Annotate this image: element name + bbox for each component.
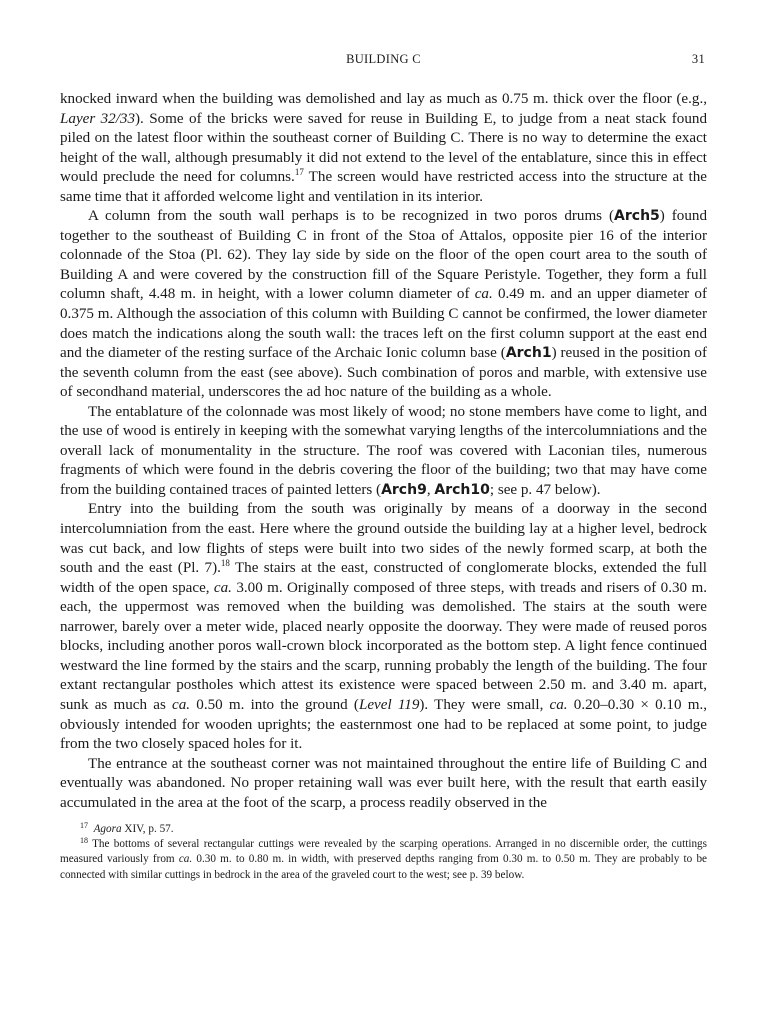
text-run: ; see p. 47 below). bbox=[489, 481, 601, 498]
running-head-title: BUILDING C bbox=[346, 52, 421, 66]
italic-run: ca. bbox=[178, 853, 193, 866]
footnote-ref-18[interactable]: 18 bbox=[220, 558, 230, 569]
italic-run: ca. bbox=[474, 286, 493, 303]
text-run: , bbox=[426, 481, 435, 498]
catalog-ref: Arch10 bbox=[434, 481, 490, 498]
text-run: 0.49 m. and an upper diameter of 0.375 m. Although the association of this column with Building C cannot be confirmed, the lower diameter does match the indications along the south wall: the traces left on the first column support at the east end and the diameter of the resting surface of the Archaic Ionic column base ( bbox=[60, 286, 707, 362]
text-run: ). They were small, bbox=[419, 696, 550, 713]
body-text bbox=[60, 90, 707, 813]
text-run: ) reused in the position of the seventh column from the east (see above). Such combination of poros and marble, with extensive use of secondhand material, underscores the ad hoc nature of the building as a whole. bbox=[60, 345, 708, 401]
footnote-number: 18 bbox=[80, 836, 88, 846]
text-run: The entablature of the colonnade was most likely of wood; no stone members have come to light, and the use of wood is entirely in keeping with the somewhat varying lengths of the intercolumniations and the overall lack of monumentality in the structure. The roof was covered with Laconian tiles, numerous fragments of which were found in the debris covering the floor of the building; two that may have come from the building contained traces of painted letters ( bbox=[60, 403, 707, 498]
catalog-ref: Arch1 bbox=[505, 345, 552, 362]
catalog-ref: Arch5 bbox=[614, 208, 660, 225]
page-number: 31 bbox=[691, 52, 705, 66]
italic-run: Level 119 bbox=[358, 696, 420, 713]
text-run: 0.30 m. to 0.80 m. in width, with preserved depths ranging from 0.30 m. to 0.50 m. They are probably to be connected with similar cuttings in bedrock in the area of the graveled court to the west; see p. 39 below. bbox=[60, 853, 708, 881]
text-run: XIV, p. 57. bbox=[121, 823, 174, 836]
footnotes bbox=[60, 822, 707, 882]
text-run: The stairs at the east, constructed of conglomerate blocks, extended the full width of the open space, bbox=[60, 560, 707, 596]
paragraph-3 bbox=[60, 403, 707, 501]
text-run: The bottoms of several rectangular cuttings were revealed by the scarping operations. Arranged in no discernible order, the cuttings measured variously from bbox=[60, 838, 707, 866]
text-run: 0.20–0.30 × 0.10 m., obviously intended for wooden uprights; the easternmost one had to be replaced at some point, to judge from the two closely spaced holes for it. bbox=[60, 696, 707, 753]
italic-run: Agora bbox=[93, 823, 122, 836]
text-run: The entrance at the southeast corner was not maintained throughout the entire life of Building C and eventually was abandoned. No proper retaining wall was ever built here, with the result that earth easily accumulated in the area at the foot of the scarp, a process readily observed in the bbox=[60, 755, 707, 811]
italic-run: Layer 32/33 bbox=[60, 110, 136, 127]
italic-run: ca. bbox=[172, 696, 191, 713]
paragraph-4 bbox=[60, 500, 707, 754]
text-run: 3.00 m. Originally composed of three steps, with treads and risers of 0.30 m. each, the uppermost was removed when the building was demolished. The stairs at the south were narrower, barely over a meter wide, placed nearly opposite the doorway. They were made of reused poros blocks, including another poros wall-crown block incorporated as the bottom step. A light fence continued westward the line formed by the stairs and the scarp, running probably the length of the building. The four extant rectangular postholes which attest its existence were spaced between 2.50 m. and 3.40 m. apart, sunk as much as bbox=[60, 579, 707, 713]
footnote-18 bbox=[60, 837, 707, 882]
italic-run: ca. bbox=[213, 579, 232, 596]
page bbox=[60, 52, 707, 883]
footnote-17 bbox=[60, 822, 707, 837]
text-run: ) found together to the southeast of Building C in front of the Stoa of Attalos, opposite pier 16 of the interior colonnade of the Stoa (Pl. 62). They lay side by side on the floor of the open court area to the south of Building A and were covered by the construction fill of the Square Peristyle. Together, they form a full column shaft, 4.48 m. in height, with a lower column diameter of bbox=[60, 208, 707, 303]
text-run: knocked inward when the building was demolished and lay as much as 0.75 m. thick over the floor (e.g., bbox=[60, 91, 707, 107]
footnote-number: 17 bbox=[80, 821, 88, 831]
paragraph-1 bbox=[60, 90, 707, 207]
paragraph-5 bbox=[60, 755, 707, 814]
italic-run: ca. bbox=[549, 696, 568, 713]
catalog-ref: Arch9 bbox=[381, 481, 427, 498]
text-run: ). Some of the bricks were saved for reuse in Building E, to judge from a neat stack found piled on the latest floor within the southeast corner of Building C. There is no way to determine the exact height of the wall, although presumably it did not extend to the level of the entablature, since this in effect would preclude the need for columns. bbox=[60, 110, 707, 186]
paragraph-2 bbox=[60, 207, 707, 402]
text-run: The screen would have restricted access into the structure at the same time that it afforded welcome light and ventilation in its interior. bbox=[60, 169, 707, 205]
text-run: 0.50 m. into the ground ( bbox=[190, 696, 359, 713]
text-run: Entry into the building from the south was originally by means of a doorway in the second intercolumniation from the east. Here where the ground outside the building lay at a higher level, bedrock was cut back, and low flights of steps were built into two sides of the newly formed scarp, at both the south and the east (Pl. 7). bbox=[60, 501, 707, 577]
text-run: A column from the south wall perhaps is to be recognized in two poros drums ( bbox=[88, 208, 615, 225]
footnote-ref-17[interactable]: 17 bbox=[294, 167, 304, 178]
running-header bbox=[60, 52, 707, 74]
